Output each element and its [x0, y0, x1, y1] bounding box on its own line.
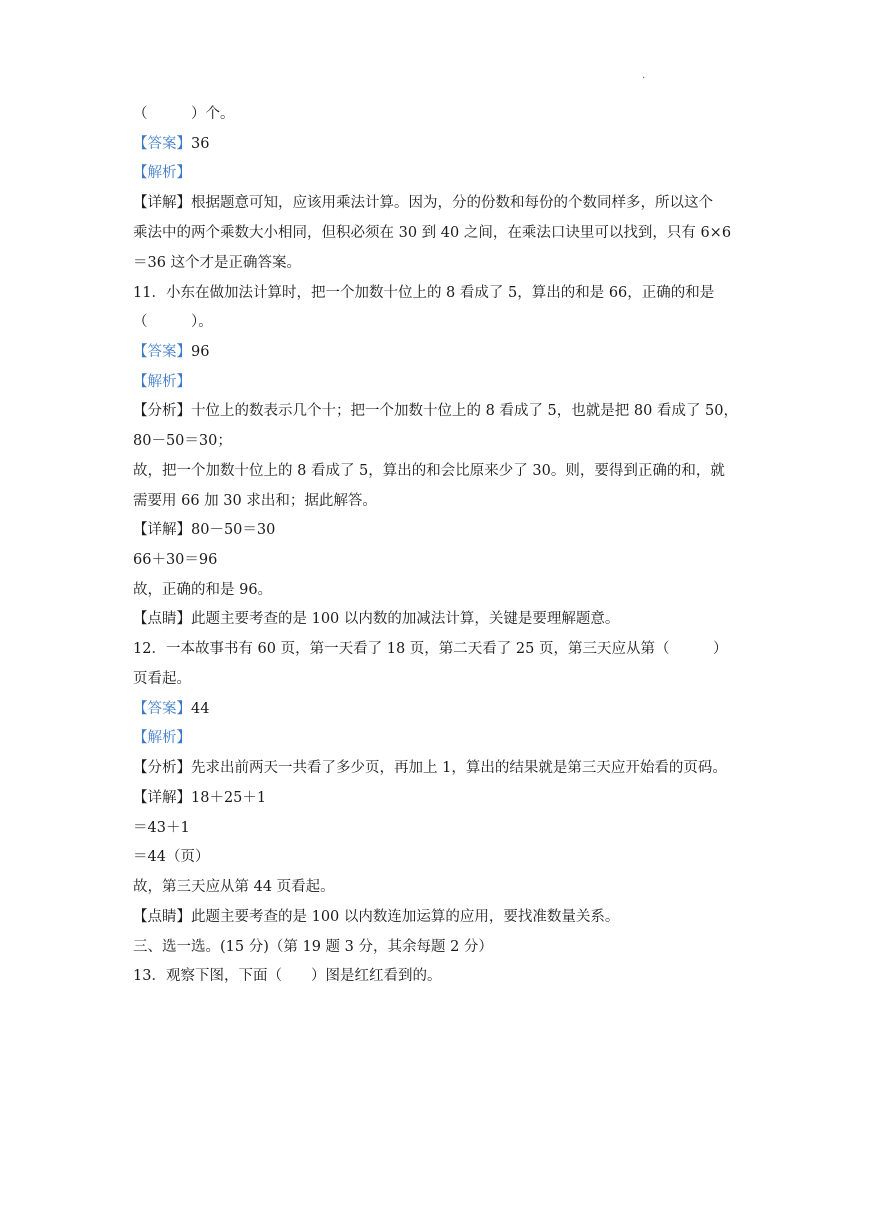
- text-line: [133, 877, 335, 897]
- line-text: 【详解】18＋25＋1: [133, 790, 267, 806]
- line-text: 需要用 66 加 30 求出和；据此解答。: [133, 493, 377, 509]
- section-tag: 【解析】: [133, 374, 191, 390]
- text-line: [133, 163, 191, 183]
- text-line: [133, 461, 725, 481]
- line-text: 三、选一选。(15 分)（第 19 题 3 分，其余每题 2 分）: [133, 939, 493, 955]
- line-text: 12．一本故事书有 60 页，第一天看了 18 页，第二天看了 25 页，第三天应从第（ ）: [133, 641, 728, 657]
- text-line: [133, 520, 275, 540]
- text-line: [133, 580, 272, 600]
- line-text: 11．小东在做加法计算时，把一个加数十位上的 8 看成了 5，算出的和是 66，正确的和是: [133, 285, 715, 301]
- text-line: [133, 134, 209, 154]
- line-text: 乘法中的两个乘数大小相同，但积必须在 30 到 40 之间，在乘法口诀里可以找到，只有 6×6: [133, 225, 732, 241]
- text-line: [133, 253, 301, 273]
- line-text: ＝43＋1: [133, 820, 190, 836]
- line-text: 96: [191, 344, 210, 360]
- line-text: 36: [191, 136, 210, 152]
- line-text: 80－50＝30；: [133, 433, 232, 449]
- line-text: （ ）。: [133, 314, 213, 330]
- text-line: [133, 401, 738, 421]
- line-text: 【分析】十位上的数表示几个十；把一个加数十位上的 8 看成了 5，也就是把 80 看成了 50，: [133, 403, 739, 419]
- text-line: [133, 372, 191, 392]
- text-line: [133, 283, 714, 303]
- text-line: [133, 342, 209, 362]
- text-line: [133, 193, 713, 213]
- section-tag: 【解析】: [133, 165, 191, 181]
- line-text: 13．观察下图，下面（ ）图是红红看到的。: [133, 968, 442, 984]
- text-line: [133, 639, 727, 659]
- line-text: ＝36 这个才是正确答案。: [133, 255, 302, 271]
- line-text: 故，把一个加数十位上的 8 看成了 5，算出的和会比原来少了 30。则，要得到正确的和，就: [133, 463, 725, 479]
- text-line: [133, 550, 217, 570]
- text-line: [133, 966, 441, 986]
- line-text: 页看起。: [133, 671, 191, 687]
- header-mark: .: [642, 70, 646, 81]
- text-line: [133, 847, 209, 867]
- line-text: 【详解】根据题意可知，应该用乘法计算。因为，分的份数和每份的个数同样多，所以这个: [133, 195, 713, 211]
- text-line: [133, 431, 232, 451]
- text-line: [133, 907, 619, 927]
- text-line: [133, 491, 377, 511]
- line-text: 故，第三天应从第 44 页看起。: [133, 879, 335, 895]
- section-tag: 【解析】: [133, 730, 191, 746]
- line-text: 【详解】80－50＝30: [133, 522, 276, 538]
- section-tag: 【答案】: [133, 701, 191, 717]
- text-line: [133, 818, 190, 838]
- line-text: 【点睛】此题主要考查的是 100 以内数的加减法计算，关键是要理解题意。: [133, 611, 620, 627]
- text-line: [133, 728, 191, 748]
- line-text: 故，正确的和是 96。: [133, 582, 273, 598]
- line-text: 66＋30＝96: [133, 552, 218, 568]
- text-line: [133, 758, 727, 778]
- line-text: 44: [191, 701, 210, 717]
- text-line: [133, 669, 191, 689]
- text-line: [133, 937, 493, 957]
- line-text: ＝44（页）: [133, 849, 210, 865]
- text-line: [133, 699, 209, 719]
- text-line: [133, 223, 731, 243]
- line-text: （ ）个。: [133, 106, 235, 122]
- text-line: [133, 104, 235, 124]
- text-line: [133, 788, 266, 808]
- section-tag: 【答案】: [133, 136, 191, 152]
- line-text: 【分析】先求出前两天一共看了多少页，再加上 1，算出的结果就是第三天应开始看的页码。: [133, 760, 727, 776]
- section-tag: 【答案】: [133, 344, 191, 360]
- text-line: [133, 312, 213, 332]
- text-line: [133, 609, 619, 629]
- line-text: 【点睛】此题主要考查的是 100 以内数连加运算的应用，要找准数量关系。: [133, 909, 620, 925]
